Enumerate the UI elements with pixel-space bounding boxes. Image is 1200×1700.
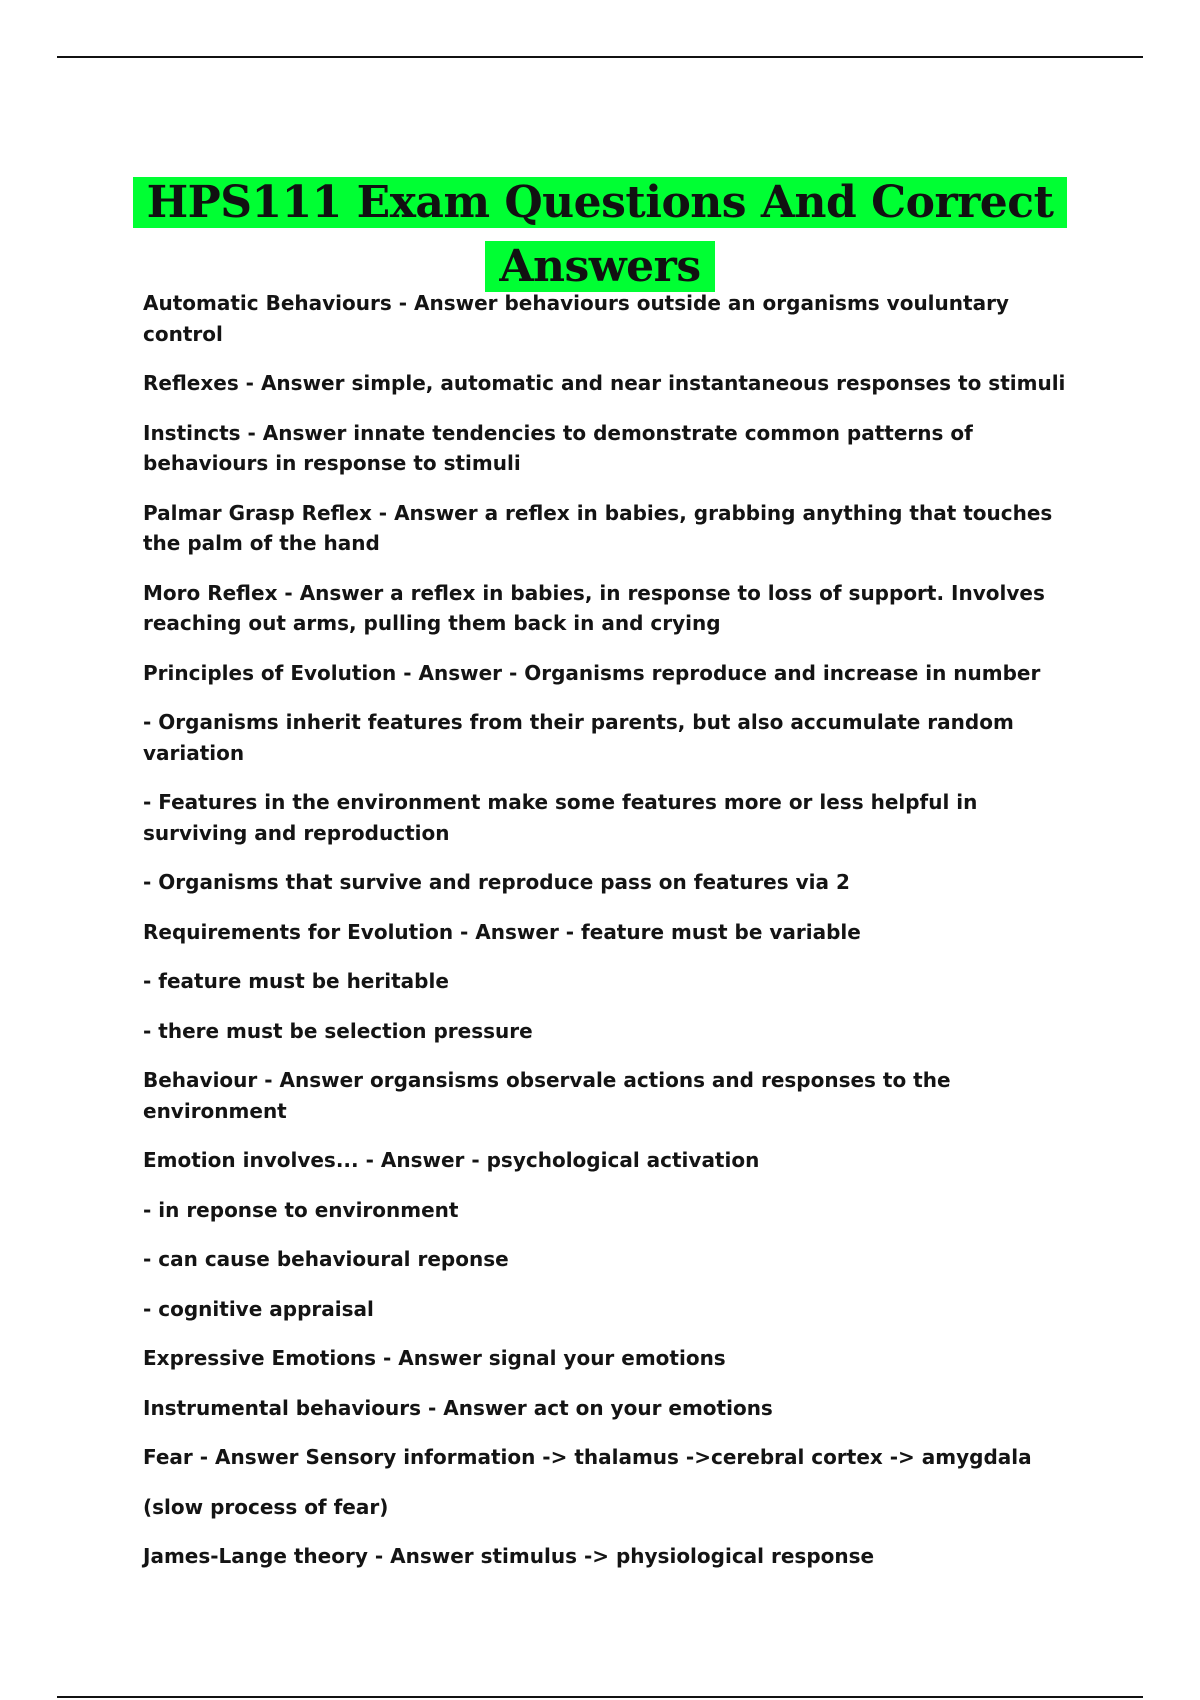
qa-paragraph: Behaviour - Answer organsisms observale actions and responses to the environment	[143, 1068, 951, 1123]
qa-paragraph: Palmar Grasp Reflex - Answer a reflex in babies, grabbing anything that touches the palm of the hand	[143, 500, 1053, 555]
title-highlight: HPS111 Exam Questions And Correct Answers	[133, 177, 1068, 292]
qa-paragraph: - there must be selection pressure	[143, 1018, 533, 1043]
document-title	[60, 171, 1140, 299]
qa-paragraph: Fear - Answer Sensory information -> thalamus ->cerebral cortex -> amygdala	[143, 1445, 1032, 1469]
qa-paragraph: Principles of Evolution - Answer - Organisms reproduce and increase in number	[143, 660, 1041, 685]
qa-paragraph: Automatic Behaviours - Answer behaviours outside an organisms vouluntary control	[143, 291, 1009, 346]
qa-paragraph: - can cause behavioural reponse	[143, 1247, 509, 1271]
document-body	[143, 288, 1083, 1591]
qa-paragraph: Moro Reflex - Answer a reflex in babies, in response to loss of support. Involves reaching out arms, pulling them back in and crying	[143, 580, 1045, 635]
qa-paragraph: James-Lange theory - Answer stimulus -> physiological response	[143, 1544, 875, 1568]
bottom-rule	[57, 1696, 1143, 1698]
qa-paragraph: Expressive Emotions - Answer signal your emotions	[143, 1346, 726, 1370]
qa-paragraph: - feature must be heritable	[143, 969, 449, 993]
qa-paragraph: Instrumental behaviours - Answer act on your emotions	[143, 1395, 773, 1420]
qa-paragraph: - in reponse to environment	[143, 1197, 459, 1222]
qa-paragraph: - Features in the environment make some features more or less helpful in surviving and reproduction	[143, 790, 978, 845]
qa-paragraph: Reflexes - Answer simple, automatic and near instantaneous responses to stimuli	[143, 371, 1066, 395]
qa-paragraph: Emotion involves... - Answer - psychological activation	[143, 1148, 760, 1172]
qa-paragraph: Instincts - Answer innate tendencies to demonstrate common patterns of behaviours in response to stimuli	[143, 420, 973, 475]
top-rule	[57, 56, 1143, 58]
qa-paragraph: - Organisms that survive and reproduce pass on features via 2	[143, 870, 850, 894]
qa-paragraph: Requirements for Evolution - Answer - feature must be variable	[143, 919, 861, 944]
qa-paragraph: (slow process of fear)	[143, 1494, 389, 1519]
qa-paragraph: - cognitive appraisal	[143, 1296, 374, 1321]
qa-paragraph: - Organisms inherit features from their parents, but also accumulate random variation	[143, 710, 1014, 765]
